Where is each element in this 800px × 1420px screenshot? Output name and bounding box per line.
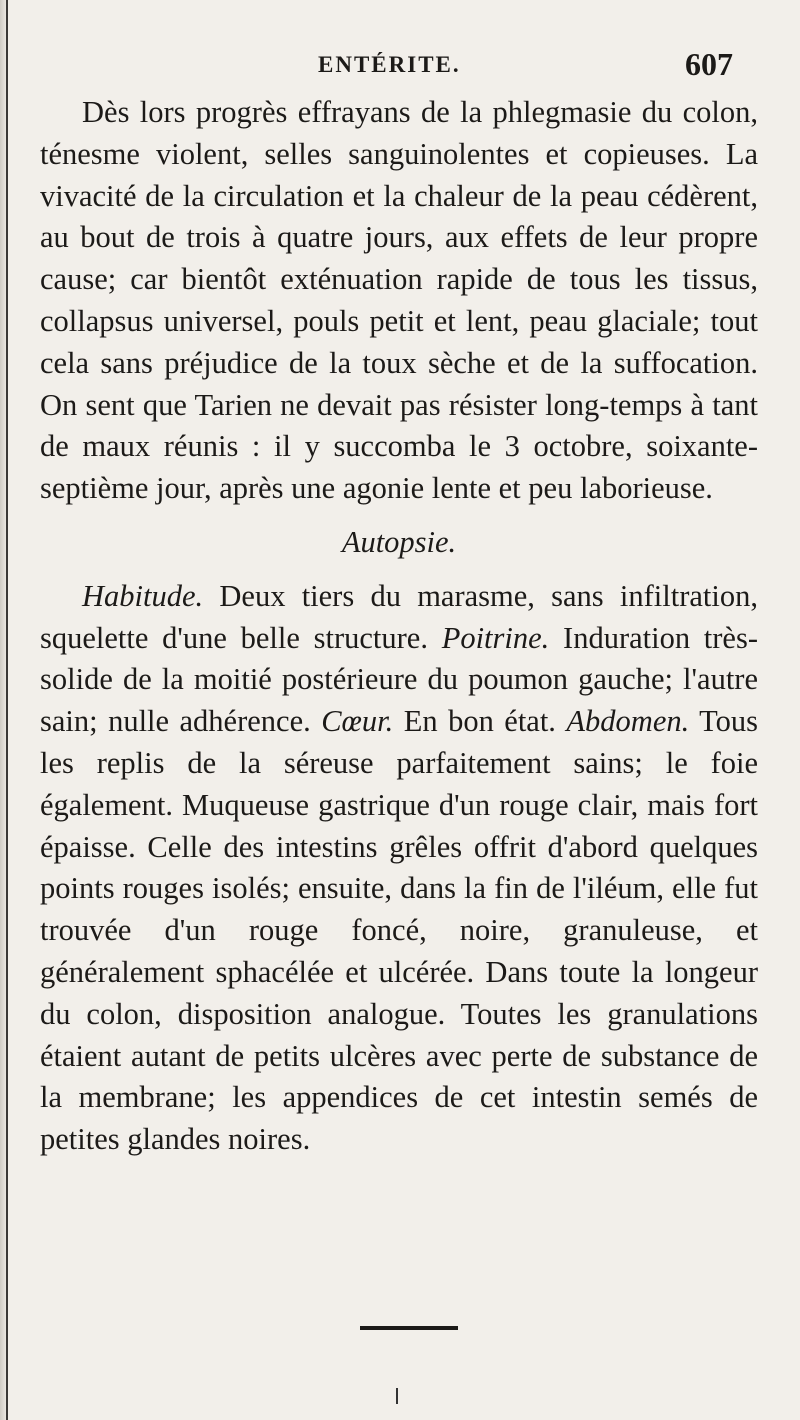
- label-abdomen: Abdomen.: [566, 704, 690, 739]
- paragraph-clinical-course: Dès lors progrès effrayans de la phlegmasie du colon, ténesme violent, selles sanguinolentes et copieuses. La vivacité de la circulation et la chaleur de la peau cédèrent, au bout de trois à quatre jours, aux effets de leur propre cause; car bientôt exténuation rapide de tous les tissus, collapsus universel, pouls petit et lent, peau glaciale; tout cela sans préjudice de la toux sèche et de la suffocation. On sent que Tarien ne devait pas résister long-temps à tant de maux réunis : il y succomba le 3 octobre, soixante-septième jour, après une agonie lente et peu laborieuse.: [40, 95, 758, 506]
- section-end-rule: [360, 1326, 458, 1330]
- label-habitude: Habitude.: [82, 578, 204, 613]
- text-poitrine: Induration très-solide de la moitié postérieure du poumon gauche; l'autre sain; nulle adhérence.: [40, 620, 759, 739]
- paragraph-autopsy-findings: [40, 576, 758, 1161]
- text-habitude: Deux tiers du marasme, sans infiltration, squelette d'une belle structure.: [40, 578, 758, 655]
- page-gutter-line: [6, 0, 8, 1420]
- print-speck: [396, 1388, 398, 1404]
- label-poitrine: Poitrine.: [441, 620, 550, 655]
- section-heading-autopsie: Autopsie.: [341, 524, 457, 559]
- text-coeur: En bon état.: [403, 704, 556, 739]
- body-text: [40, 92, 758, 1161]
- running-title: ENTÉRITE.: [318, 52, 461, 77]
- page-number: 607: [685, 46, 733, 82]
- label-coeur: Cœur.: [321, 704, 394, 739]
- running-header: [0, 46, 800, 86]
- text-abdomen: Tous les replis de la séreuse parfaitement sains; le foie également. Muqueuse gastrique d'un rouge clair, mais fort épaisse. Celle des intestins grêles offrit d'abord quelques points rouges isolés; ensuite, dans la fin de l'iléum, elle fut trouvée d'un rouge foncé, noire, granuleuse, et généralement sphacélée et ulcérée. Dans toute la longeur du colon, disposition analogue. Toutes les granulations étaient autant de petits ulcères avec perte de substance de la membrane; les appendices de cet intestin semés de petites glandes noires.: [40, 704, 759, 1157]
